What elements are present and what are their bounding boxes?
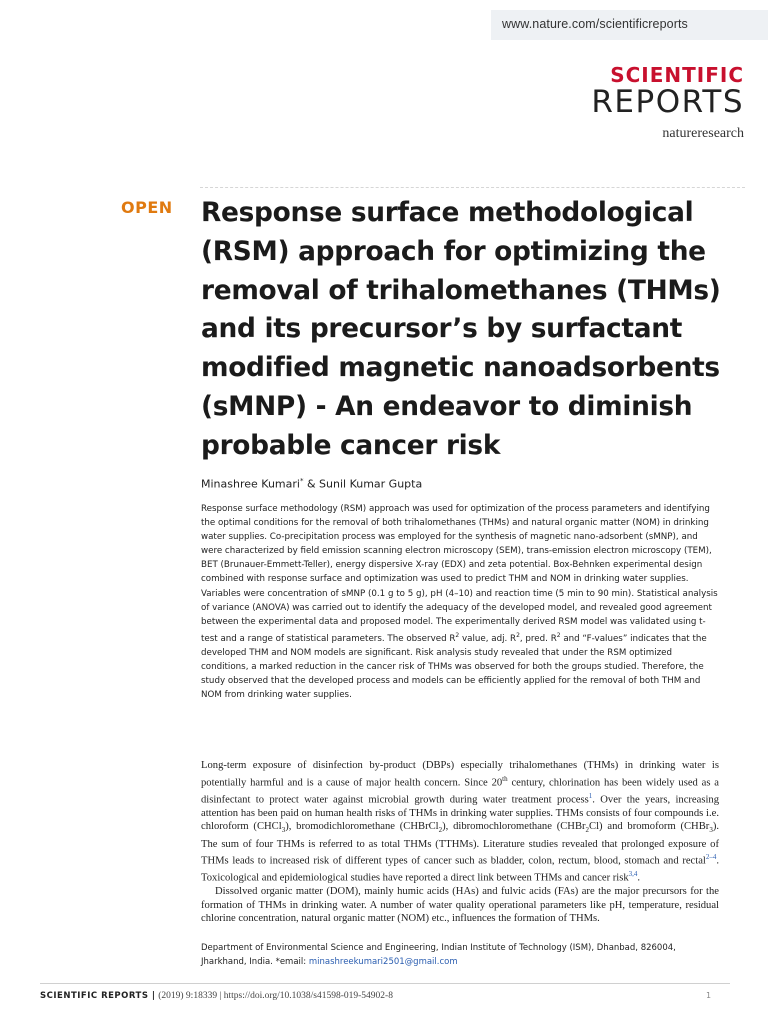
text-run: .	[637, 872, 641, 884]
subscript: 3	[709, 826, 713, 835]
text-run: Cl) and bromoform (CHBr	[589, 821, 710, 833]
text-run: ), dibromochloromethane (CHBr	[442, 821, 586, 833]
subscript: 2	[585, 826, 590, 835]
corresponding-mark: *	[299, 477, 304, 485]
reference-link[interactable]: 2–4	[705, 853, 717, 862]
page-footer	[40, 991, 393, 1001]
text-run: century, chlorination has been widely used as a disinfectant to protect water against microbial growth during water treatment process	[201, 777, 719, 806]
text-run: . Over the years, increasing attention has been paid on human health risks of THMs in drinking water supplies. THMs consists of four compounds i.e. chloroform (CHCl	[201, 794, 720, 833]
author-list	[201, 477, 422, 491]
body-paragraph: Dissolved organic matter (DOM), mainly humic acids (HAs) and fulvic acids (FAs) are the major precursors for the formation of THMs in drinking water. A number of water quality operational parameters like pH, temperature, residual chlorine concentration, natural organic matter (NOM) etc., influences the formation of THMs.	[201, 886, 719, 925]
abstract-text: Response surface methodology (RSM) approach was used for optimization of the process parameters and identifying the optimal conditions for the removal of both trihalomethanes (THMs) and natural organic matter (NOM) in drinking water supplies. Co-precipitation process was employed for the synthesis of magnetic nano-adsorbent (sMNP), and were characterized by field emission scanning electron microscopy (SEM), trans-emission electron microscopy (TEM), BET (Brunauer-Emmett-Teller), energy dispersive X-ray (EDX) and zeta potential. Box-Behnken experimental design combined with response surface and optimization was used to predict THM and NOM in drinking water supplies. Variables were concentration of sMNP (0.1 g to 5 g), pH (4–10) and reaction time (5 min to 90 min). Statistical analysis of variance (ANOVA) was carried out to identify the adequacy of the developed model, and revealed good agreement between the experimental data and proposed model. The experimentally derived RSM model was validated using t-test and a range of statistical parameters. The observed R	[201, 504, 718, 644]
text-run: Long-term exposure of disinfection by-product (DBPs) especially trihalomethanes (THMs) in drinking water is potentially harmful and is a cause of major health concern. Since 20	[201, 760, 719, 789]
abstract-text: and “F-values” indicates that the developed THM and NOM models are significant. Risk analysis study revealed that under the RSM optimized conditions, a marked reduction in the cancer risk of THMs was observed for both the groups studied. Therefore, the study observed that the developed process and models can be efficiently applied for the removal of both THM and NOM from drinking water supplies.	[201, 633, 707, 701]
reference-link[interactable]: 1	[588, 791, 593, 800]
text-run: ), bromodichloromethane (CHBrCl	[285, 821, 439, 833]
superscript: 2	[556, 631, 561, 639]
reference-link[interactable]: 3,4	[628, 870, 638, 879]
abstract	[201, 502, 719, 702]
header-divider	[200, 187, 745, 188]
journal-url-link[interactable]: www.nature.com/scientificreports	[502, 17, 688, 31]
subscript: 2	[438, 826, 443, 835]
text-run: ). The sum of four THMs is referred to as total THMs (TTHMs). Literature studies revealed that prolonged exposure of THMs leads to increased risk of different types of cancer such as bladder, colon, rectum, blood, stomach and rectal	[201, 821, 719, 867]
page-number: 1	[706, 991, 712, 1000]
body-paragraph	[201, 759, 719, 885]
author-name[interactable]: Minashree Kumari	[201, 477, 300, 491]
affiliation	[201, 942, 721, 970]
journal-logo	[568, 64, 744, 142]
open-access-badge: OPEN	[121, 198, 173, 217]
body-text	[201, 759, 719, 926]
publisher-name: natureresearch	[662, 126, 744, 141]
affiliation-text: Department of Environmental Science and Engineering, Indian Institute of Technology (ISM), Dhanbad, 826004, Jharkhand, India. *email:	[201, 943, 676, 967]
superscript: 2	[455, 631, 460, 639]
footer-journal: SCIENTIFIC REPORTS |	[40, 991, 156, 1001]
author-name[interactable]: Sunil Kumar Gupta	[319, 477, 423, 491]
abstract-text: , pred. R	[519, 633, 557, 644]
email-link[interactable]: minashreekumari2501@gmail.com	[308, 956, 458, 967]
superscript: 2	[516, 631, 520, 639]
text-run: . Toxicological and epidemiological studies have reported a direct link between THMs and cancer risk	[201, 855, 719, 884]
logo-line-reports: REPORTS	[591, 84, 744, 120]
subscript: 3	[281, 826, 286, 835]
author-separator: &	[303, 477, 320, 491]
footer-citation[interactable]: (2019) 9:18339 | https://doi.org/10.1038/s41598-019-54902-8	[158, 991, 393, 1001]
abstract-text: value, adj. R	[459, 633, 517, 644]
superscript: th	[502, 774, 508, 783]
article-title: Response surface methodological (RSM) approach for optimizing the removal of trihalomethanes (THMs) and its precursor’s by surfactant modified magnetic nanoadsorbents (sMNP) - An endeavor to diminish probable cancer risk	[201, 197, 721, 461]
logo-line-scientific: SCIENTIFIC	[610, 63, 744, 87]
footer-divider	[40, 983, 730, 984]
